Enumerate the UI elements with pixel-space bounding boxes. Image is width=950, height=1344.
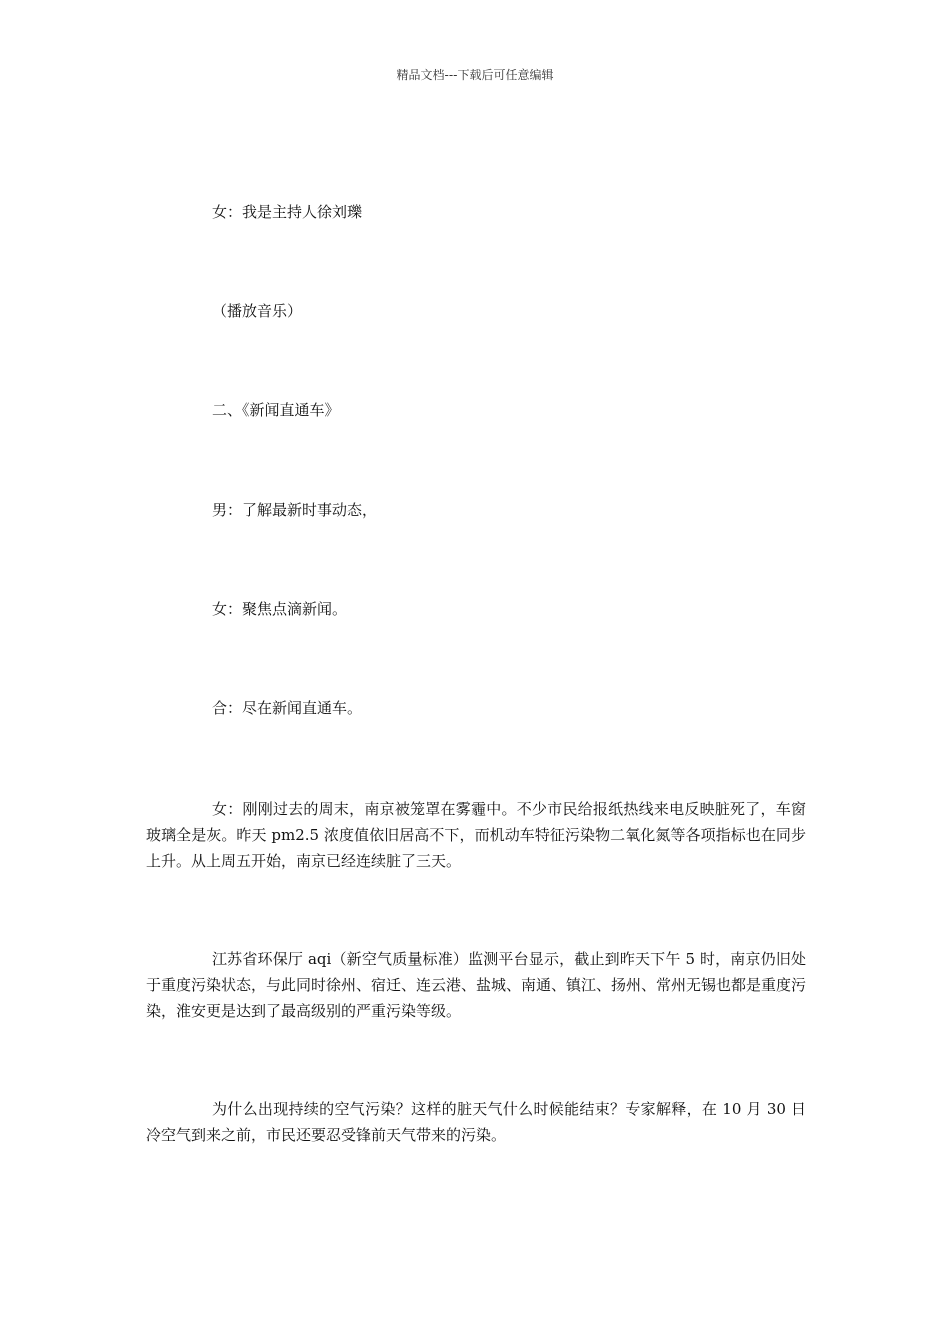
page-header: 精品文档---下载后可任意编辑	[396, 68, 554, 82]
script-line-female: 女：聚焦点滴新闻。	[212, 600, 348, 618]
paragraph-aqi-report: 江苏省环保厅 aqi（新空气质量标准）监测平台显示，截止到昨天下午 5 时，南京仍旧处于重度污染状态，与此同时徐州、宿迁、连云港、盐城、南通、镇江、扬州、常州无锡也都是重度污染，淮安更是达到了最高级别的严重污染等级。	[146, 950, 807, 1020]
paragraph-expert-explanation: 为什么出现持续的空气污染？这样的脏天气什么时候能结束？专家解释，在 10 月 30 日冷空气到来之前，市民还要忍受锋前天气带来的污染。	[146, 1100, 806, 1144]
script-line-play-music: （播放音乐）	[212, 302, 303, 320]
section-heading-news: 二、《新闻直通车》	[212, 401, 340, 419]
paragraph-smog-weekend: 女：刚刚过去的周末，南京被笼罩在雾霾中。不少市民给报纸热线来电反映脏死了，车窗玻璃全是灰。昨天 pm2.5 浓度值依旧居高不下，而机动车特征污染物二氧化氮等各项指标也在同步上升。从上周五开始，南京已经连续脏了三天。	[146, 800, 806, 870]
script-line-male: 男：了解最新时事动态，	[212, 501, 378, 519]
script-line-host-intro: 女：我是主持人徐刘瓅	[212, 203, 363, 221]
script-line-together: 合：尽在新闻直通车。	[212, 699, 363, 717]
